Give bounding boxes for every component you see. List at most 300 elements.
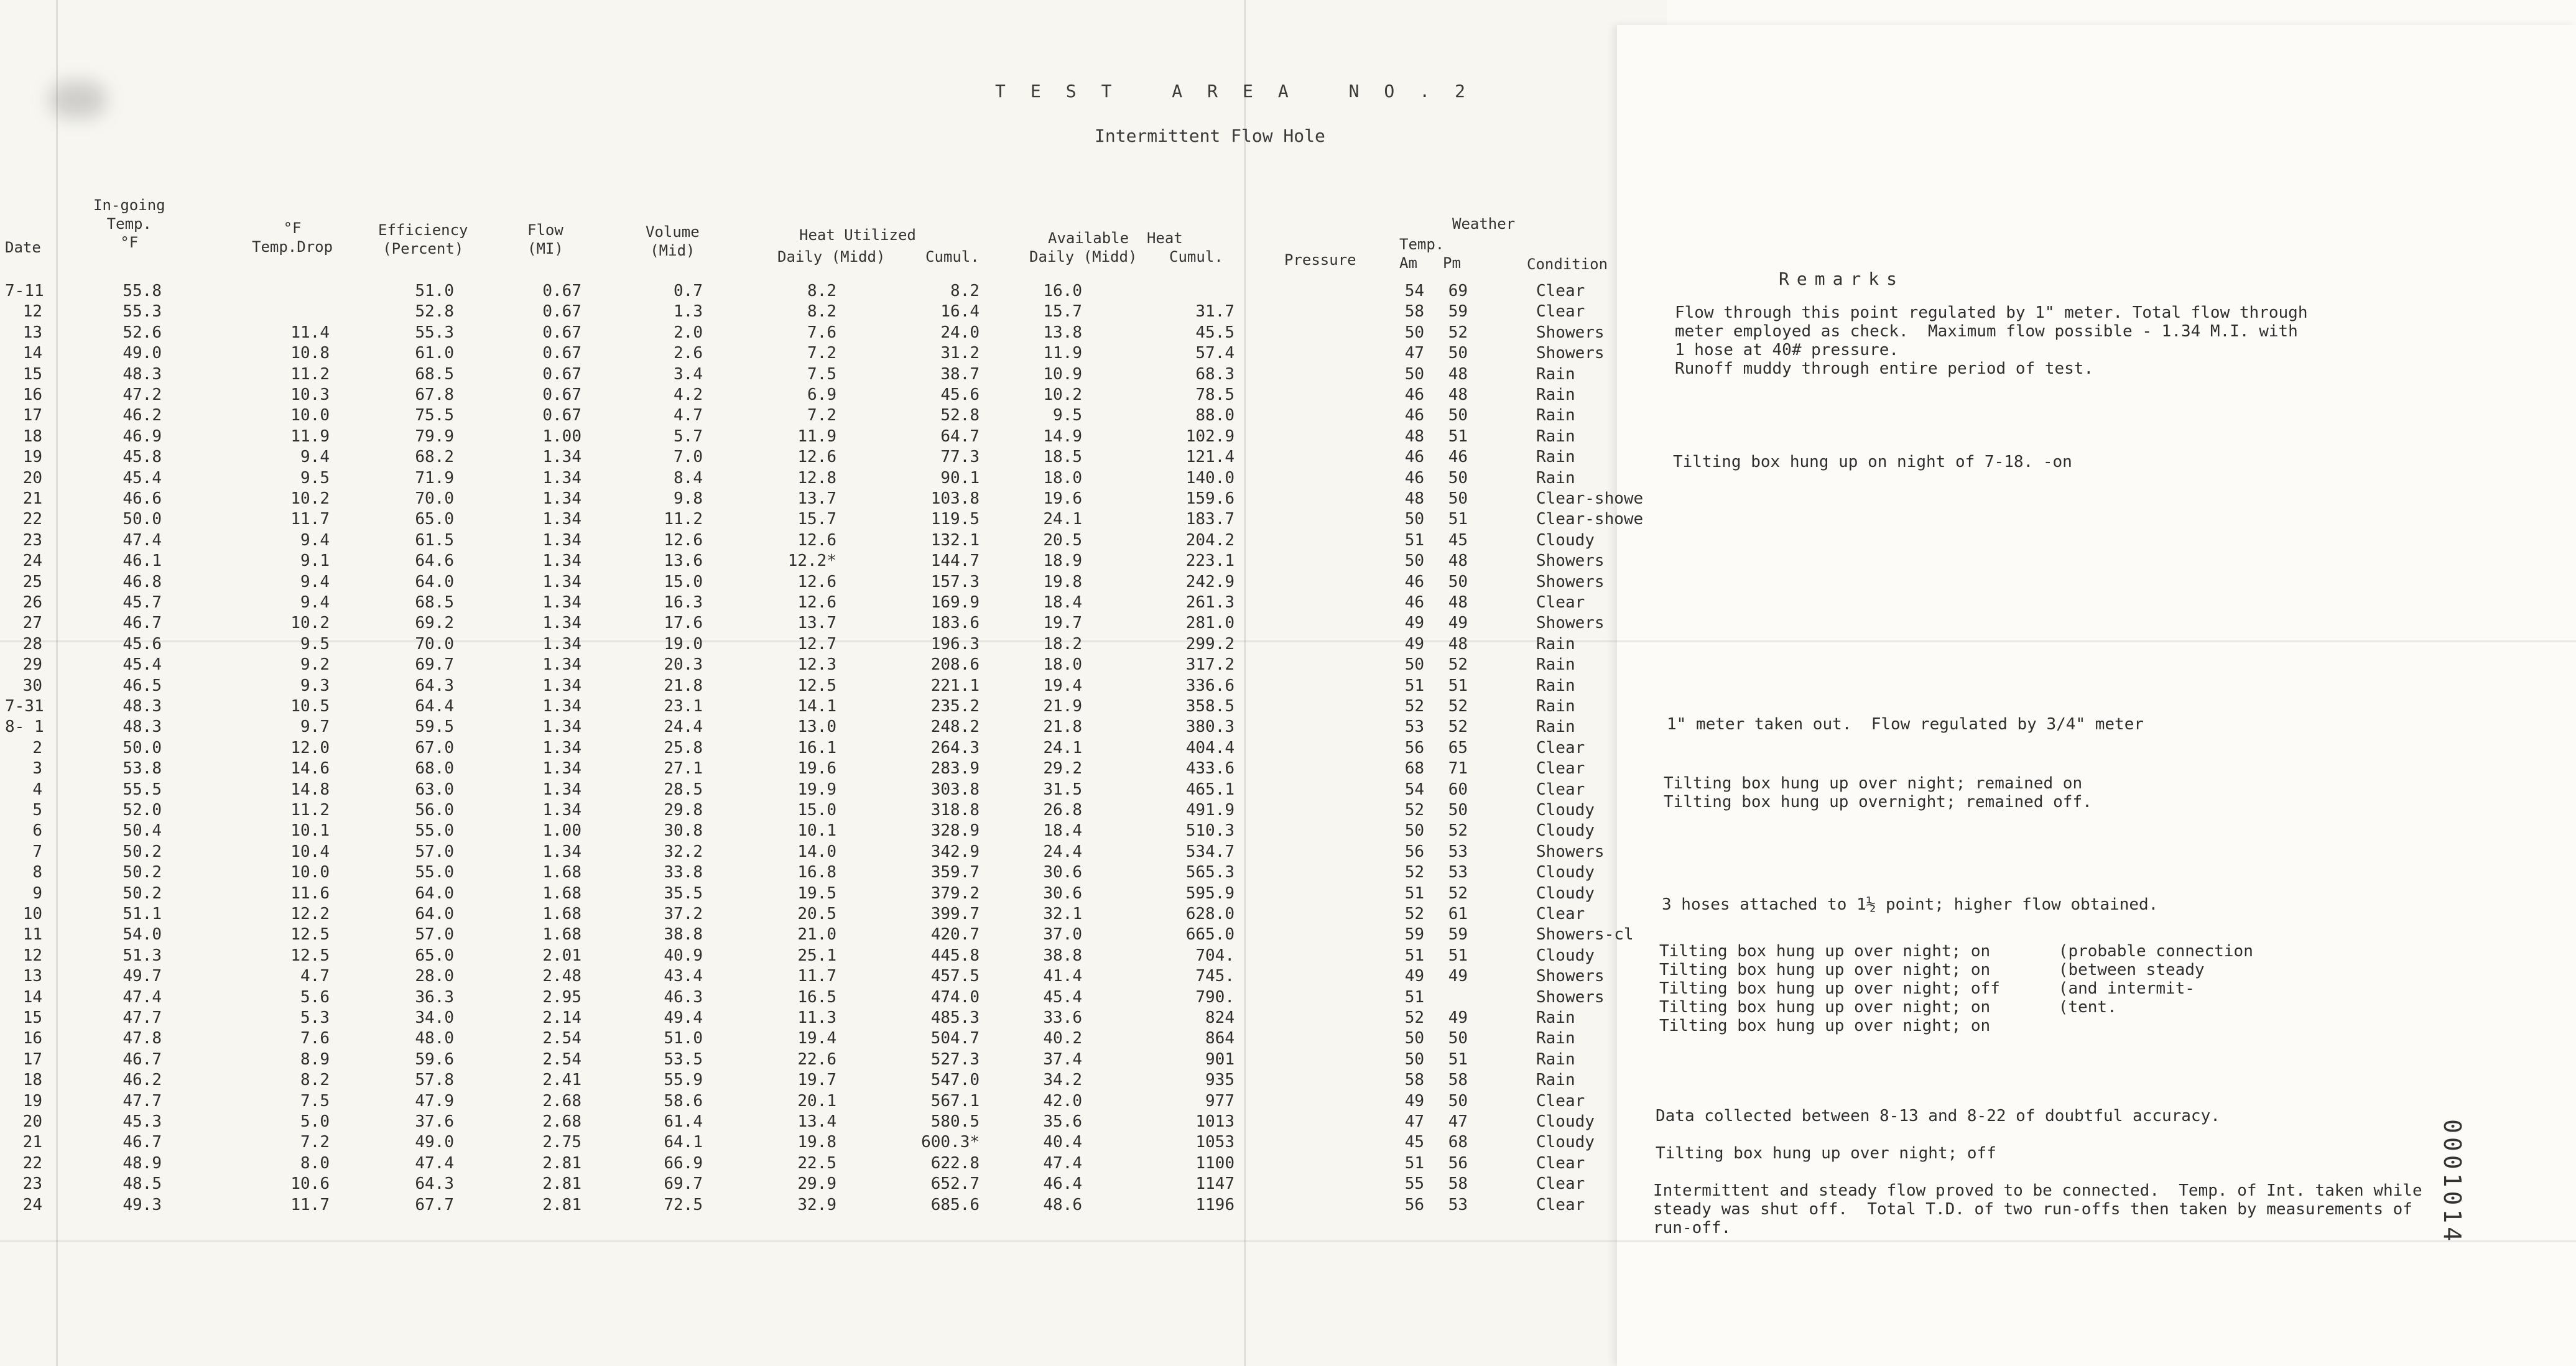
table-cell-e: 51.0 xyxy=(415,282,454,300)
table-cell-c: Rain xyxy=(1536,385,1575,404)
table-cell-c: Showers xyxy=(1536,967,1605,986)
table-cell-c: Rain xyxy=(1536,1071,1575,1090)
table-cell-date: 7-11 xyxy=(5,282,44,300)
table-cell-t: 47.7 xyxy=(123,1091,162,1110)
table-cell-d: 11.7 xyxy=(290,510,330,529)
table-cell-date: 13 xyxy=(22,323,42,342)
table-cell-c: Showers xyxy=(1536,614,1605,633)
table-cell-pm: 48 xyxy=(1448,634,1468,653)
table-cell-c: Clear xyxy=(1536,1174,1585,1194)
table-cell-hd: 22.5 xyxy=(797,1153,836,1173)
table-cell-c: Rain xyxy=(1536,697,1575,716)
table-cell-d: 10.1 xyxy=(290,821,330,841)
table-cell-c: Clear-showe xyxy=(1536,510,1644,529)
table-cell-ad: 16.0 xyxy=(1043,282,1082,300)
table-cell-d: 10.4 xyxy=(290,842,330,861)
table-cell-t: 50.0 xyxy=(123,510,162,529)
table-cell-am: 49 xyxy=(1404,634,1424,653)
table-cell-t: 45.8 xyxy=(123,448,162,467)
table-cell-pm: 53 xyxy=(1448,863,1468,882)
table-cell-am: 56 xyxy=(1404,738,1424,757)
table-cell-f: 1.34 xyxy=(542,530,581,550)
table-cell-ad: 21.9 xyxy=(1043,697,1082,716)
table-cell-am: 50 xyxy=(1404,1050,1424,1069)
table-cell-f: 0.67 xyxy=(542,385,581,404)
table-cell-ac: 358.5 xyxy=(1185,697,1235,716)
table-cell-f: 2.54 xyxy=(542,1050,581,1069)
table-cell-e: 71.9 xyxy=(415,468,454,487)
table-cell-c: Clear xyxy=(1536,1195,1585,1214)
table-cell-e: 64.0 xyxy=(415,905,454,923)
table-cell-ac: 534.7 xyxy=(1185,842,1235,861)
table-cell-date: 25 xyxy=(22,572,42,591)
table-cell-e: 37.6 xyxy=(415,1112,454,1131)
table-cell-ad: 33.6 xyxy=(1043,1008,1082,1027)
table-cell-date: 4 xyxy=(32,780,42,799)
table-cell-v: 13.6 xyxy=(664,551,703,571)
table-cell-am: 52 xyxy=(1404,697,1424,716)
table-cell-ad: 20.5 xyxy=(1043,530,1082,550)
table-cell-c: Clear xyxy=(1536,738,1585,757)
table-cell-pm: 51 xyxy=(1448,1050,1468,1069)
table-cell-c: Clear xyxy=(1536,593,1585,612)
table-cell-hc: 580.5 xyxy=(930,1112,980,1131)
table-cell-c: Cloudy xyxy=(1536,1133,1595,1152)
table-cell-pm: 65 xyxy=(1448,738,1468,757)
table-cell-date: 15 xyxy=(22,1008,42,1027)
table-cell-v: 16.3 xyxy=(664,593,703,612)
table-cell-d: 12.2 xyxy=(290,905,330,923)
table-cell-hc: 248.2 xyxy=(930,718,980,737)
table-cell-ad: 40.4 xyxy=(1043,1133,1082,1152)
table-cell-t: 45.3 xyxy=(123,1112,162,1131)
table-cell-pm: 48 xyxy=(1448,551,1468,571)
table-cell-am: 46 xyxy=(1404,468,1424,487)
table-cell-ac: 510.3 xyxy=(1185,821,1235,841)
remark-tilting-7-18: Tilting box hung up on night of 7-18. -on xyxy=(1673,453,2072,471)
table-cell-pm: 50 xyxy=(1448,572,1468,591)
table-cell-hc: 64.7 xyxy=(940,427,980,446)
table-cell-am: 45 xyxy=(1404,1133,1424,1152)
table-cell-v: 69.7 xyxy=(664,1174,703,1194)
table-cell-t: 46.6 xyxy=(123,489,162,508)
table-cell-hd: 12.2* xyxy=(787,551,836,571)
table-cell-hd: 13.4 xyxy=(797,1112,836,1131)
table-cell-e: 59.6 xyxy=(415,1050,454,1069)
table-cell-v: 4.2 xyxy=(674,385,703,404)
table-cell-ad: 42.0 xyxy=(1043,1091,1082,1110)
table-cell-pm: 49 xyxy=(1448,967,1468,986)
table-cell-hd: 19.7 xyxy=(797,1071,836,1090)
table-cell-v: 21.8 xyxy=(664,676,703,695)
table-cell-date: 15 xyxy=(22,364,42,384)
table-cell-e: 57.0 xyxy=(415,842,454,861)
table-cell-c: Showers xyxy=(1536,323,1605,342)
table-cell-hd: 16.8 xyxy=(797,863,836,882)
table-cell-hc: 622.8 xyxy=(930,1153,980,1173)
table-cell-pm: 58 xyxy=(1448,1174,1468,1194)
table-cell-v: 33.8 xyxy=(664,863,703,882)
remark-intermittent-connected: Intermittent and steady flow proved to be connected. Temp. of Int. taken while steady was shut off. Total T.D. of two run-offs then taken by measurements of run-off. xyxy=(1653,1181,2422,1237)
table-cell-ad: 41.4 xyxy=(1043,967,1082,986)
table-cell-ac: 121.4 xyxy=(1185,448,1235,467)
table-cell-e: 63.0 xyxy=(415,780,454,799)
table-cell-am: 50 xyxy=(1404,510,1424,529)
table-cell-f: 1.34 xyxy=(542,448,581,467)
table-cell-f: 2.41 xyxy=(542,1071,581,1090)
table-cell-date: 18 xyxy=(22,1071,42,1090)
table-cell-d: 11.6 xyxy=(290,884,330,903)
table-cell-e: 68.5 xyxy=(415,364,454,384)
table-cell-f: 0.67 xyxy=(542,406,581,425)
table-cell-pm: 50 xyxy=(1448,1029,1468,1048)
table-cell-d: 12.0 xyxy=(290,738,330,757)
table-cell-v: 40.9 xyxy=(664,946,703,965)
table-cell-c: Cloudy xyxy=(1536,863,1595,882)
table-cell-am: 49 xyxy=(1404,1091,1424,1110)
table-cell-t: 50.2 xyxy=(123,842,162,861)
table-cell-f: 1.00 xyxy=(542,427,581,446)
table-cell-hc: 359.7 xyxy=(930,863,980,882)
table-cell-d: 12.5 xyxy=(290,946,330,965)
table-cell-hc: 183.6 xyxy=(930,614,980,633)
remark-tilting-series: Tilting box hung up over night; on (probable connection Tilting box hung up over night; on (between steady Tilting box hung up over night; off (and intermit- Tilting box hung up over night; on (tent. Tilting box hung up over night; on xyxy=(1659,942,2253,1035)
table-cell-d: 8.2 xyxy=(300,1071,330,1090)
table-cell-pm: 48 xyxy=(1448,364,1468,384)
table-cell-c: Cloudy xyxy=(1536,884,1595,903)
table-cell-ad: 48.6 xyxy=(1043,1195,1082,1214)
table-cell-hd: 32.9 xyxy=(797,1195,836,1214)
table-cell-am: 48 xyxy=(1404,489,1424,508)
table-cell-hc: 399.7 xyxy=(930,905,980,923)
table-cell-d: 4.7 xyxy=(300,967,330,986)
table-cell-c: Cloudy xyxy=(1536,1112,1595,1131)
table-cell-c: Clear xyxy=(1536,1153,1585,1173)
table-cell-hd: 12.6 xyxy=(797,530,836,550)
table-cell-pm: 50 xyxy=(1448,344,1468,363)
table-cell-hc: 685.6 xyxy=(930,1195,980,1214)
table-cell-hc: 77.3 xyxy=(940,448,980,467)
table-cell-date: 6 xyxy=(32,821,42,841)
table-cell-am: 53 xyxy=(1404,718,1424,737)
table-cell-hd: 19.4 xyxy=(797,1029,836,1048)
table-cell-ac: 336.6 xyxy=(1185,676,1235,695)
col-header-available-heat: Available Heat xyxy=(1048,229,1183,247)
table-cell-pm: 50 xyxy=(1448,468,1468,487)
col-header-weather: Weather xyxy=(1452,215,1516,233)
table-cell-v: 38.8 xyxy=(664,925,703,944)
table-cell-hc: 208.6 xyxy=(930,655,980,675)
table-cell-v: 29.8 xyxy=(664,801,703,819)
table-cell-v: 20.3 xyxy=(664,655,703,675)
table-cell-pm: 69 xyxy=(1448,282,1468,300)
table-cell-hd: 12.3 xyxy=(797,655,836,675)
table-cell-f: 1.34 xyxy=(542,551,581,571)
table-cell-ad: 19.4 xyxy=(1043,676,1082,695)
table-cell-hd: 7.2 xyxy=(807,406,836,425)
table-cell-ad: 30.6 xyxy=(1043,863,1082,882)
table-cell-e: 48.0 xyxy=(415,1029,454,1048)
table-cell-t: 48.3 xyxy=(123,364,162,384)
table-cell-hd: 6.9 xyxy=(807,385,836,404)
table-cell-hd: 12.7 xyxy=(797,634,836,653)
col-header-efficiency: Efficiency (Percent) xyxy=(378,221,468,257)
table-cell-ad: 18.0 xyxy=(1043,468,1082,487)
table-cell-t: 46.2 xyxy=(123,406,162,425)
col-header-avail-cumul: Cumul. xyxy=(1169,248,1223,265)
table-cell-d: 9.4 xyxy=(300,530,330,550)
table-cell-date: 8- 1 xyxy=(5,718,44,737)
table-cell-f: 0.67 xyxy=(542,302,581,321)
table-cell-date: 19 xyxy=(22,448,42,467)
table-cell-am: 46 xyxy=(1404,593,1424,612)
table-cell-f: 1.34 xyxy=(542,842,581,861)
table-cell-v: 46.3 xyxy=(664,987,703,1007)
table-cell-am: 46 xyxy=(1404,448,1424,467)
table-cell-hc: 474.0 xyxy=(930,987,980,1007)
document-title: TEST AREA NO.2 xyxy=(995,81,1491,101)
table-cell-d: 9.7 xyxy=(300,718,330,737)
table-cell-hc: 38.7 xyxy=(940,364,980,384)
table-cell-t: 46.5 xyxy=(123,676,162,695)
table-cell-e: 67.0 xyxy=(415,738,454,757)
table-cell-e: 64.6 xyxy=(415,551,454,571)
table-cell-date: 17 xyxy=(22,1050,42,1069)
table-cell-c: Cloudy xyxy=(1536,946,1595,965)
table-cell-hc: 420.7 xyxy=(930,925,980,944)
table-cell-ac: 78.5 xyxy=(1195,385,1235,404)
table-cell-v: 0.7 xyxy=(674,282,703,300)
table-cell-ac: 790. xyxy=(1195,987,1235,1007)
table-cell-date: 8 xyxy=(32,863,42,882)
table-cell-date: 10 xyxy=(22,905,42,923)
table-cell-ad: 38.8 xyxy=(1043,946,1082,965)
col-header-heat-daily: Daily (Midd) xyxy=(777,248,886,265)
col-header-pm: Pm xyxy=(1443,254,1461,272)
table-cell-am: 46 xyxy=(1404,406,1424,425)
table-cell-ad: 18.4 xyxy=(1043,593,1082,612)
table-cell-am: 48 xyxy=(1404,427,1424,446)
table-cell-e: 69.7 xyxy=(415,655,454,675)
table-cell-hd: 12.8 xyxy=(797,468,836,487)
table-cell-am: 52 xyxy=(1404,801,1424,819)
table-cell-f: 2.68 xyxy=(542,1112,581,1131)
table-cell-f: 0.67 xyxy=(542,344,581,363)
table-cell-hd: 19.9 xyxy=(797,780,836,799)
table-cell-hd: 15.0 xyxy=(797,801,836,819)
table-cell-d: 7.5 xyxy=(300,1091,330,1110)
table-cell-t: 48.9 xyxy=(123,1153,162,1173)
table-cell-ad: 45.4 xyxy=(1043,987,1082,1007)
table-cell-e: 79.9 xyxy=(415,427,454,446)
table-cell-v: 32.2 xyxy=(664,842,703,861)
table-cell-f: 1.34 xyxy=(542,489,581,508)
table-cell-am: 54 xyxy=(1404,780,1424,799)
table-cell-ac: 1196 xyxy=(1195,1195,1235,1214)
table-cell-t: 52.0 xyxy=(123,801,162,819)
table-cell-ad: 13.8 xyxy=(1043,323,1082,342)
table-cell-v: 12.6 xyxy=(664,530,703,550)
table-cell-ad: 15.7 xyxy=(1043,302,1082,321)
table-cell-ad: 35.6 xyxy=(1043,1112,1082,1131)
table-cell-hd: 12.6 xyxy=(797,593,836,612)
table-cell-v: 3.4 xyxy=(674,364,703,384)
table-cell-t: 46.7 xyxy=(123,614,162,633)
table-cell-ac: 595.9 xyxy=(1185,884,1235,903)
table-cell-e: 67.8 xyxy=(415,385,454,404)
table-cell-hd: 11.3 xyxy=(797,1008,836,1027)
table-cell-v: 51.0 xyxy=(664,1029,703,1048)
table-cell-date: 3 xyxy=(32,759,42,778)
table-cell-v: 4.7 xyxy=(674,406,703,425)
table-cell-am: 49 xyxy=(1404,967,1424,986)
col-header-condition: Condition xyxy=(1527,256,1608,273)
table-cell-c: Showers xyxy=(1536,572,1605,591)
table-cell-t: 49.3 xyxy=(123,1195,162,1214)
table-cell-hd: 8.2 xyxy=(807,282,836,300)
table-cell-f: 2.14 xyxy=(542,1008,581,1027)
table-cell-v: 58.6 xyxy=(664,1091,703,1110)
table-cell-e: 47.4 xyxy=(415,1153,454,1173)
table-cell-v: 11.2 xyxy=(664,510,703,529)
table-cell-ac: 824 xyxy=(1205,1008,1235,1027)
table-cell-f: 2.54 xyxy=(542,1029,581,1048)
table-cell-t: 47.7 xyxy=(123,1008,162,1027)
table-cell-c: Rain xyxy=(1536,1029,1575,1048)
table-cell-t: 46.2 xyxy=(123,1071,162,1090)
table-cell-hd: 12.6 xyxy=(797,572,836,591)
table-cell-t: 48.3 xyxy=(123,718,162,737)
table-cell-pm: 58 xyxy=(1448,1071,1468,1090)
paper-fold xyxy=(0,1240,2576,1242)
table-cell-ac: 204.2 xyxy=(1185,530,1235,550)
table-cell-f: 1.34 xyxy=(542,697,581,716)
table-cell-pm: 68 xyxy=(1448,1133,1468,1152)
table-cell-date: 26 xyxy=(22,593,42,612)
right-sheet xyxy=(1617,25,2576,1366)
table-cell-pm: 52 xyxy=(1448,323,1468,342)
table-cell-hd: 22.6 xyxy=(797,1050,836,1069)
table-cell-f: 2.81 xyxy=(542,1195,581,1214)
remark-doubtful-accuracy: Data collected between 8-13 and 8-22 of doubtful accuracy. xyxy=(1656,1107,2220,1125)
table-cell-hd: 11.7 xyxy=(797,967,836,986)
table-cell-ad: 18.2 xyxy=(1043,634,1082,653)
table-cell-pm: 51 xyxy=(1448,946,1468,965)
table-cell-pm: 49 xyxy=(1448,1008,1468,1027)
table-cell-hc: 235.2 xyxy=(930,697,980,716)
table-cell-f: 1.34 xyxy=(542,468,581,487)
table-cell-v: 5.7 xyxy=(674,427,703,446)
table-cell-t: 55.8 xyxy=(123,282,162,300)
table-cell-v: 25.8 xyxy=(664,738,703,757)
table-cell-f: 1.34 xyxy=(542,759,581,778)
table-cell-c: Showers xyxy=(1536,987,1605,1007)
table-cell-d: 10.5 xyxy=(290,697,330,716)
table-cell-e: 68.2 xyxy=(415,448,454,467)
table-cell-hc: 52.8 xyxy=(940,406,980,425)
col-header-date: Date xyxy=(5,239,41,256)
table-cell-ac: 935 xyxy=(1205,1071,1235,1090)
table-cell-date: 22 xyxy=(22,1153,42,1173)
table-cell-f: 1.34 xyxy=(542,634,581,653)
table-cell-ac: 31.7 xyxy=(1195,302,1235,321)
table-cell-pm: 52 xyxy=(1448,884,1468,903)
table-cell-am: 58 xyxy=(1404,1071,1424,1090)
table-cell-e: 36.3 xyxy=(415,987,454,1007)
table-cell-hc: 8.2 xyxy=(950,282,980,300)
document-subtitle: Intermittent Flow Hole xyxy=(1095,126,1325,146)
table-cell-ad: 24.4 xyxy=(1043,842,1082,861)
table-cell-d: 11.2 xyxy=(290,801,330,819)
table-cell-date: 12 xyxy=(22,946,42,965)
table-cell-am: 52 xyxy=(1404,1008,1424,1027)
table-cell-v: 35.5 xyxy=(664,884,703,903)
table-cell-am: 51 xyxy=(1404,676,1424,695)
table-cell-hd: 16.5 xyxy=(797,987,836,1007)
table-cell-c: Showers xyxy=(1536,344,1605,363)
table-cell-hd: 7.6 xyxy=(807,323,836,342)
table-cell-t: 55.5 xyxy=(123,780,162,799)
table-cell-c: Rain xyxy=(1536,634,1575,653)
table-cell-d: 9.2 xyxy=(300,655,330,675)
table-cell-hc: 119.5 xyxy=(930,510,980,529)
table-cell-c: Clear xyxy=(1536,780,1585,799)
table-cell-d: 10.2 xyxy=(290,614,330,633)
table-cell-t: 46.7 xyxy=(123,1133,162,1152)
table-cell-c: Showers xyxy=(1536,842,1605,861)
table-cell-e: 61.0 xyxy=(415,344,454,363)
table-cell-d: 12.5 xyxy=(290,925,330,944)
col-header-avail-daily: Daily (Midd) xyxy=(1029,248,1137,265)
table-cell-ad: 34.2 xyxy=(1043,1071,1082,1090)
table-cell-ad: 14.9 xyxy=(1043,427,1082,446)
table-cell-f: 0.67 xyxy=(542,282,581,300)
table-cell-ac: 88.0 xyxy=(1195,406,1235,425)
table-cell-hd: 14.1 xyxy=(797,697,836,716)
table-cell-e: 28.0 xyxy=(415,967,454,986)
table-cell-pm: 45 xyxy=(1448,530,1468,550)
table-cell-ac: 57.4 xyxy=(1195,344,1235,363)
table-cell-ad: 11.9 xyxy=(1043,344,1082,363)
table-cell-f: 2.01 xyxy=(542,946,581,965)
table-cell-pm: 52 xyxy=(1448,821,1468,841)
table-cell-ac: 183.7 xyxy=(1185,510,1235,529)
table-cell-c: Clear xyxy=(1536,1091,1585,1110)
table-cell-ad: 21.8 xyxy=(1043,718,1082,737)
table-cell-d: 14.6 xyxy=(290,759,330,778)
table-cell-d: 9.4 xyxy=(300,448,330,467)
table-cell-pm: 59 xyxy=(1448,925,1468,944)
col-header-volume: Volume (Mid) xyxy=(646,223,700,259)
table-cell-f: 1.34 xyxy=(542,593,581,612)
table-cell-date: 9 xyxy=(32,884,42,903)
table-cell-hc: 303.8 xyxy=(930,780,980,799)
table-cell-f: 2.48 xyxy=(542,967,581,986)
table-cell-e: 49.0 xyxy=(415,1133,454,1152)
table-cell-e: 65.0 xyxy=(415,510,454,529)
table-cell-e: 70.0 xyxy=(415,634,454,653)
table-cell-t: 47.8 xyxy=(123,1029,162,1048)
table-cell-ac: 977 xyxy=(1205,1091,1235,1110)
table-cell-date: 20 xyxy=(22,1112,42,1131)
table-cell-c: Rain xyxy=(1536,1008,1575,1027)
table-cell-f: 0.67 xyxy=(542,364,581,384)
table-cell-hc: 342.9 xyxy=(930,842,980,861)
table-cell-ad: 47.4 xyxy=(1043,1153,1082,1173)
table-cell-am: 50 xyxy=(1404,821,1424,841)
table-cell-ac: 1053 xyxy=(1195,1133,1235,1152)
table-cell-d: 10.2 xyxy=(290,489,330,508)
